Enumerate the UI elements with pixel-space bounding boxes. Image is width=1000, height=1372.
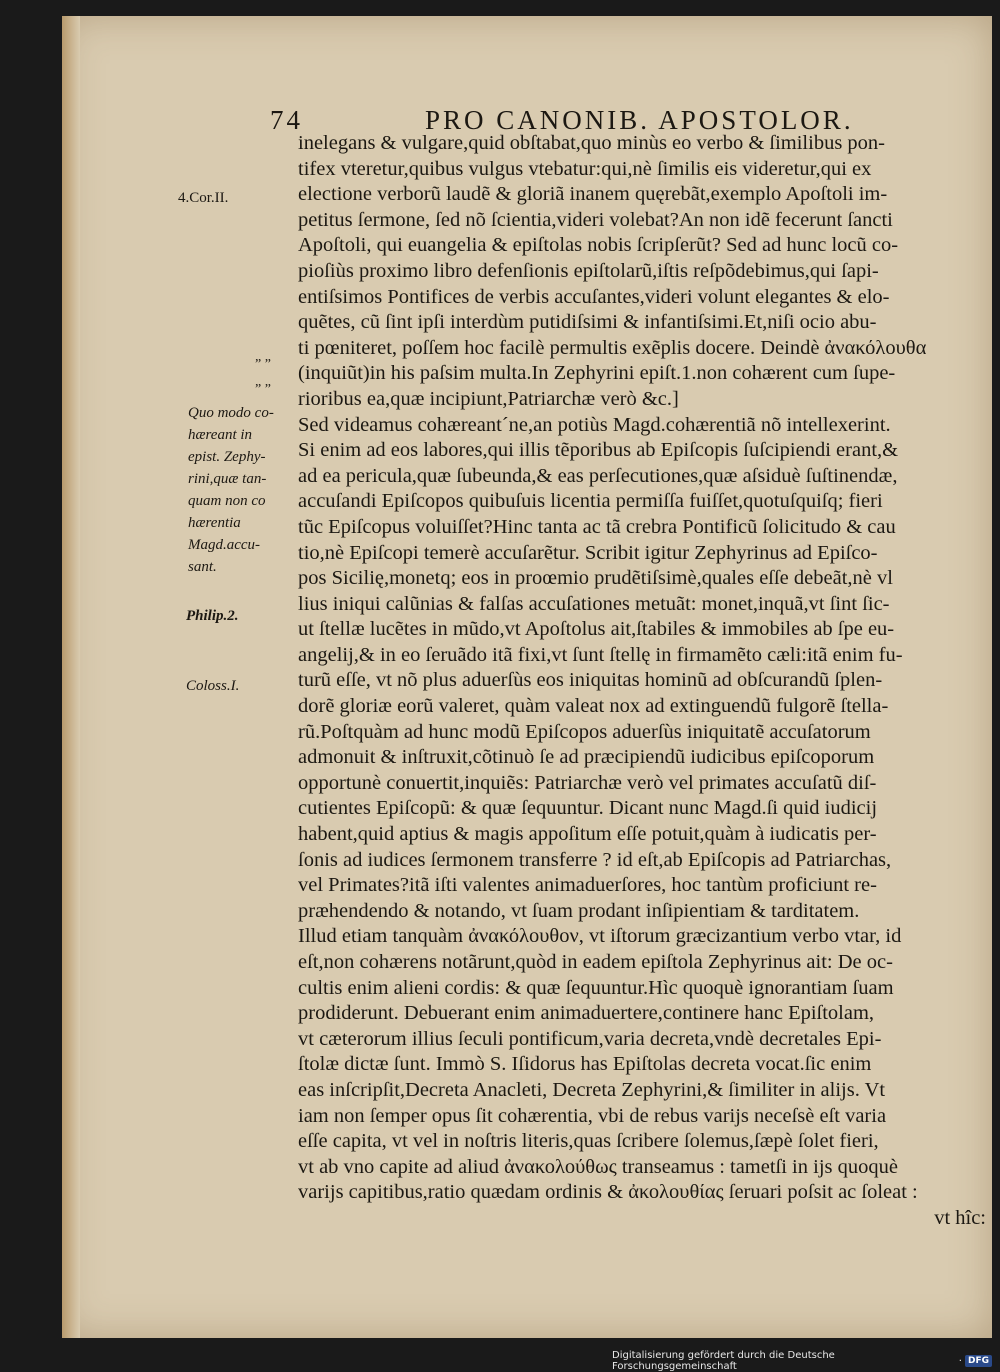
text-line: eſſe capita, vt vel in noſtris literis,quas ſcribere ſolemus,ſæpè ſolet fieri, [298,1130,879,1153]
margin-note-line: hærentia [188,515,241,531]
text-line: (inquiũt)in his paſsim multa.In Zephyrini epiſt.1.non cohærent cum ſupe- [298,362,896,385]
text-line: Sed videamus cohæreant´ne,an potiùs Magd.cohærentiã nõ intellexerint. [298,413,891,436]
text-line: pioſiùs proximo libro defenſionis epiſtolarũ,iſtis reſpõdebimus,qui ſapi- [298,259,879,282]
text-line: tio,nè Epiſcopi temerè accuſarẽtur. Scribit igitur Zephyrinus ad Epiſco- [298,541,878,564]
text-line: cutientes Epiſcopũ: & quæ ſequuntur. Dicant nunc Magd.ſi quid iudicij [298,797,878,820]
margin-note-line: epist. Zephy- [188,449,266,465]
text-line: cultis enim alieni cordis: & quæ ſequuntur.Hìc quoquè ignorantiam ſuam [298,976,894,999]
text-line: tũc Epiſcopus voluiſſet?Hinc tanta ac tã crebra Pontificũ ſolicitudo & cau [298,515,896,538]
catchword: vt hîc: [934,1206,986,1229]
text-line: præhendendo & notando, vt ſuam prodant inſipientiam & tarditatem. [298,899,860,922]
page-gutter-shadow [62,16,80,1338]
text-line: ſtolæ dictæ ſunt. Immò S. Iſidorus has Epiſtolas decreta vocat.ſic enim [298,1053,872,1076]
margin-ref-colossians: Coloss.I. [186,678,240,694]
text-line: vt ab vno capite ad aliud ἀνακολούθως transeamus : tametſi in ijs quoquè [298,1155,898,1178]
text-line: ti pœniteret, poſſem hoc facilè permultis exẽplis docere. Deindè ἀνακόλουθα [298,336,927,359]
text-line: varijs capitibus,ratio quædam ordinis & ἀκολουθίας ſeruari poſsit ac ſoleat : [298,1181,918,1204]
text-line: ad ea pericula,quæ ſubeunda,& eas perſecutiones,quæ aſsiduè ſuſtinendæ, [298,464,898,487]
text-line: prodiderunt. Debuerant enim animaduertere,continere hanc Epiſtolam, [298,1002,875,1025]
margin-note-line: quam non co [188,493,266,509]
margin-note-line: Magd.accu- [188,537,261,553]
text-line: rioribus ea,quæ incipiunt,Patriarchæ verò &c.] [298,387,679,410]
text-line: lius iniqui calũnias & falſas accuſationes metuãt: monet,inquã,vt ſint ſic- [298,592,890,615]
text-line: inelegans & vulgare,quid obſtabat,quo minùs eo verbo & ſimilibus pon- [298,132,886,154]
text-line: eſt,non cohærens notãrunt,quòd in eadem epiſtola Zephyrinus ait: De oc- [298,951,893,973]
text-line: admonuit & inſtruxit,cõtinuò ſe ad præcipiendũ iudicibus epiſcoporum [298,746,875,769]
text-line: Illud etiam tanquàm ἀνακόλουθον, vt iſtorum græcizantium verbo vtar, id [298,925,902,948]
footer: Digitalisierung gefördert durch die Deutsche Forschungsgemeinschaft · DFG [612,1352,992,1370]
text-line: dorẽ gloriæ eorũ valeret, quàm valeat nox ad extinguendũ fulgorẽ ſtella- [298,695,889,718]
text-line: ſonis ad iudices ſermonem transferre ? id eſt,ab Epiſcopis ad Patriarchas, [298,848,892,871]
margin-note-line: hæreant in [188,427,253,443]
text-line: vt cæterorum illius ſeculi pontificum,varia decreta,vndè decretales Epi- [298,1027,882,1050]
text-line: entiſsimos Pontifices de verbis accuſantes,videri volunt elegantes & elo- [298,285,890,308]
text-line: eas inſcripſit,Decreta Anacleti, Decreta Zephyrini,& ſimiliter in alijs. Vt [298,1078,886,1101]
text-line: ut ſtellæ lucẽtes in mũdo,vt Apoſtolus ait,ſtabiles & immobiles ab ſpe eu- [298,618,895,641]
margin-note-line: Quo modo co- [188,405,274,421]
margin-note-line: rini,quæ tan- [188,471,267,487]
margin-note-line: sant. [188,559,217,575]
text-line: accuſandi Epiſcopos quibuſuis licentia permiſſa fuiſſet,quotuſquiſq; fieri [298,490,883,513]
page-number: 74 [270,105,303,135]
text-line: turũ eſſe, vt nõ plus aduerſùs eos iniquitas hominũ ad obſcurandũ ſplen- [298,669,883,692]
text-line: rũ.Poſtquàm ad hunc modũ Epiſcopos aduerſùs iniquitatẽ accuſatorum [298,720,871,743]
margin-note-block [188,402,274,578]
text-line: Si enim ad eos labores,qui illis tẽporibus ab Epiſcopis ſuſcipiendi erant,& [298,439,899,462]
main-text-block [298,131,994,1232]
running-title: PRO CANONIB. APOSTOLOR. [425,105,854,135]
text-line: tifex vteretur,quibus vulgus vtebatur:qui,nè ſimilis eis videretur,qui ex [298,157,872,180]
margin-ref-corinthians: 4.Cor.II. [178,190,229,206]
text-line: opportunè conuertit,inquiẽs: Patriarchæ verò vel primates accuſatũ diſ- [298,771,877,794]
text-line: vel Primates?itã iſti valentes animaduerſores, hoc tantùm proficiunt re- [298,874,877,897]
quote-marks: ” ” [255,357,271,372]
text-line: habent,quid aptius & magis appoſitum eſſe potuit,quàm à iudicatis per- [298,823,877,846]
text-line: petitus ſermone, ſed nõ ſcientia,videri volebat?An non idẽ fecerunt ſancti [298,208,893,231]
text-line: angelij,& in eo ſeruãdo itã fixi,vt ſunt ſtellę in firmamẽto cæli:itã enim fu- [298,643,903,666]
text-line: quẽtes, cũ ſint ipſi interdùm putidiſsimi & infantiſsimi.Et,niſi ocio abu- [298,311,877,334]
text-line: Apoſtoli, qui euangelia & epiſtolas nobis ſcripſerũt? Sed ad hunc locũ co- [298,234,899,257]
text-line: pos Sicilię,monetq; eos in proœmio prudẽtiſsimè,quales eſſe debeãt,nè vl [298,567,893,590]
margin-ref-philippians: Philip.2. [186,608,239,624]
footer-credit: Digitalisierung gefördert durch die Deutsche Forschungsgemeinschaft [612,1350,835,1372]
text-line: electione verborũ laudẽ & gloriã inanem quęrebãt,exemplo Apoſtoli im- [298,183,888,206]
text-line: iam non ſemper opus ſit cohærentia, vbi de rebus varijs neceſsè eſt varia [298,1104,887,1127]
dfg-logo-icon: DFG [965,1355,992,1367]
quote-marks: ” ” [255,382,271,397]
